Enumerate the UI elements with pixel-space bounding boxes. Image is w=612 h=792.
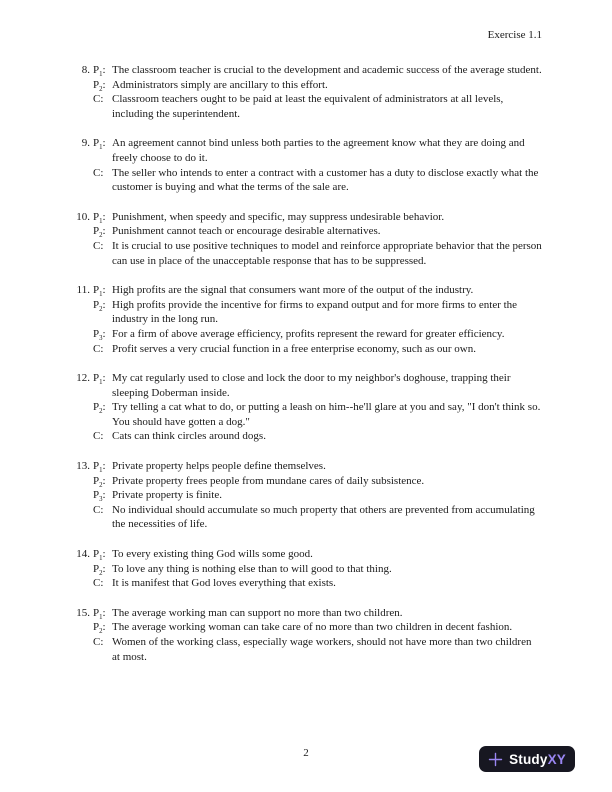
premise-line [93, 459, 542, 474]
exercise-number: 9. [81, 137, 90, 150]
conclusion-label: C: [93, 342, 104, 355]
premise-text: High profits are the signal that consumers want more of the output of the industry. [112, 284, 474, 297]
premise-line [93, 400, 542, 429]
premise-subscript: 2 [99, 481, 103, 489]
premise-label: $P_3$: [93, 327, 106, 343]
conclusion-text: Women of the working class, especially wage workers, should not have more than two children at most. [112, 636, 532, 663]
premise-text: Private property helps people define themselves. [112, 460, 326, 473]
exercise-item [70, 136, 542, 194]
conclusion-label: C: [93, 166, 104, 179]
premise-label: $P_2$: [93, 298, 106, 313]
conclusion-text: No individual should accumulate so much property that others are prevented from accumulating the necessities of life. [112, 503, 535, 531]
premise-text: To love any thing is nothing else than to will good to that thing. [112, 562, 392, 575]
premise-text: Try telling a cat what to do, or putting a leash on him--he'll glare at you and say, "I don't think so. You should have gotten a dog." [112, 401, 541, 428]
premise-label: $P_2$: [93, 621, 106, 636]
exercise-number: 13. [76, 460, 90, 473]
exercise-lines [93, 459, 542, 532]
exercise-lines [93, 371, 542, 444]
premise-line [93, 298, 542, 327]
exercise-item [70, 210, 542, 268]
premise-line [93, 562, 542, 577]
premise-label: $P_1$: [93, 606, 106, 621]
conclusion-label: C: [93, 239, 104, 252]
premise-label: $P_3$: [93, 489, 106, 504]
conclusion-line [93, 92, 542, 121]
premise-subscript: 2 [99, 305, 103, 313]
conclusion-text: Classroom teachers ought to be paid at least the equivalent of administrators at all levels, including the superintendent. [112, 93, 504, 120]
exercise-lines [93, 547, 542, 591]
exercise-item [70, 606, 542, 664]
exercise-lines [93, 136, 542, 194]
premise-line [93, 327, 542, 342]
conclusion-label: C: [93, 93, 104, 106]
premise-text: For a firm of above average efficiency, profits represent the reward for greater efficiency. [112, 327, 505, 340]
conclusion-label: C: [93, 430, 104, 443]
exercise-lines [93, 210, 542, 268]
logo-brand-text [509, 752, 566, 767]
exercise-lines [93, 283, 542, 356]
premise-label: $P_2$: [93, 401, 106, 416]
page-header-exercise-label: Exercise 1.1 [487, 29, 542, 41]
premise-subscript: 1 [99, 614, 103, 621]
exercise-lines [93, 63, 542, 121]
premise-line [93, 283, 542, 298]
exercise-item [70, 547, 542, 591]
premise-subscript: 2 [99, 628, 103, 636]
premise-line [93, 620, 542, 635]
page-number: 2 [303, 747, 309, 759]
exercise-number: 8. [81, 64, 90, 76]
premise-subscript: 2 [99, 85, 103, 93]
conclusion-line [93, 342, 542, 357]
premise-text: The average working man can support no more than two children. [112, 606, 403, 619]
premise-label: $P_1$: [93, 64, 106, 79]
exercise-item [70, 283, 542, 356]
premise-subscript: 3 [99, 496, 103, 504]
premise-subscript: 1 [99, 291, 103, 299]
premise-line [93, 210, 542, 225]
premise-text: Administrators simply are ancillary to this effort. [112, 78, 328, 91]
premise-text: Punishment, when speedy and specific, may suppress undesirable behavior. [112, 210, 445, 223]
conclusion-line [93, 503, 542, 532]
studyxy-logo-badge [479, 746, 575, 772]
exercise-lines [93, 606, 542, 664]
conclusion-text: Profit serves a very crucial function in a free enterprise economy, such as our own. [112, 342, 476, 355]
exercise-list [70, 63, 542, 679]
premise-line [93, 371, 542, 400]
premise-label: $P_2$: [93, 562, 106, 577]
premise-text: My cat regularly used to close and lock the door to my neighbor's doghouse, trapping their sleeping Doberman inside. [112, 372, 511, 399]
premise-line [93, 63, 542, 78]
premise-subscript: 1 [99, 467, 103, 475]
premise-label: $P_2$: [93, 78, 106, 93]
premise-label: $P_1$: [93, 548, 106, 563]
premise-line [93, 136, 542, 165]
premise-subscript: 1 [99, 144, 103, 152]
premise-line [93, 78, 542, 93]
premise-subscript: 2 [99, 408, 103, 416]
conclusion-text: It is manifest that God loves everything that exists. [112, 577, 336, 590]
conclusion-line [93, 429, 542, 444]
logo-brand-primary: Study [509, 751, 548, 767]
premise-label: $P_1$: [93, 372, 106, 387]
exercise-item [70, 459, 542, 532]
conclusion-label: C: [93, 503, 104, 516]
premise-label: $P_1$: [93, 284, 106, 299]
conclusion-text: The seller who intends to enter a contract with a customer has a duty to disclose exactly what the customer is buying and what the terms of the sale are. [112, 166, 539, 194]
conclusion-line [93, 635, 542, 664]
premise-label: $P_1$: [93, 210, 106, 225]
premise-subscript: 1 [99, 555, 103, 563]
conclusion-line [93, 166, 542, 195]
logo-brand-accent: XY [547, 751, 566, 767]
premise-line [93, 547, 542, 562]
premise-subscript: 2 [99, 569, 103, 577]
conclusion-label: C: [93, 577, 104, 590]
conclusion-label: C: [93, 636, 104, 648]
premise-text: The classroom teacher is crucial to the development and academic success of the average student. [112, 64, 542, 76]
exercise-item [70, 371, 542, 444]
premise-line [93, 224, 542, 239]
conclusion-text: Cats can think circles around dogs. [112, 430, 266, 443]
exercise-number: 15. [76, 606, 90, 619]
exercise-item [70, 63, 542, 121]
premise-text: The average working woman can take care of no more than two children in decent fashion. [112, 621, 513, 634]
conclusion-line [93, 576, 542, 591]
premise-label: $P_1$: [93, 137, 106, 152]
exercise-number: 12. [76, 372, 90, 385]
plus-icon [488, 752, 503, 767]
premise-text: An agreement cannot bind unless both parties to the agreement know what they are doing and freely choose to do it. [112, 137, 525, 164]
premise-text: Private property frees people from mundane cares of daily subsistence. [112, 474, 425, 487]
premise-subscript: 1 [99, 71, 103, 79]
premise-label: $P_1$: [93, 460, 106, 475]
exercise-number: 10. [76, 210, 90, 223]
premise-label: $P_2$: [93, 474, 106, 489]
premise-subscript: 1 [99, 379, 103, 387]
premise-text: Punishment cannot teach or encourage desirable alternatives. [112, 225, 381, 238]
conclusion-line [93, 239, 542, 268]
premise-text: High profits provide the incentive for firms to expand output and for more firms to enter the industry in the long run. [112, 298, 518, 326]
exercise-number: 11. [76, 284, 90, 297]
premise-text: Private property is finite. [112, 489, 222, 502]
premise-line [93, 488, 542, 503]
premise-line [93, 474, 542, 489]
premise-subscript: 1 [99, 217, 103, 225]
exercise-number: 14. [76, 548, 90, 561]
premise-label: $P_2$: [93, 225, 106, 240]
conclusion-text: It is crucial to use positive techniques to model and reinforce appropriate behavior that the person can use in place of the unacceptable response that has to be suppressed. [112, 239, 542, 267]
premise-subscript: 3 [99, 335, 103, 343]
premise-line [93, 606, 542, 621]
premise-text: To every existing thing God wills some good. [112, 548, 313, 561]
premise-subscript: 2 [99, 232, 103, 240]
